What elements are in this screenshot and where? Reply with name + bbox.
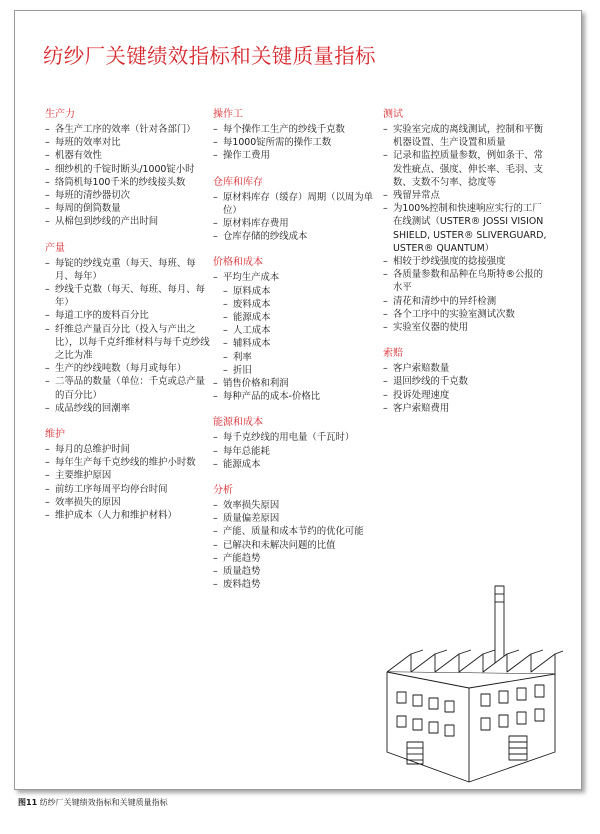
list-item: – 客户索赔费用 xyxy=(383,402,551,415)
list-item: – 前纺工序每周平均停台时间 xyxy=(45,483,211,496)
section-energy xyxy=(213,417,373,471)
section-title: 产量 xyxy=(45,242,65,254)
list-item: – 实验室仪器的使用 xyxy=(383,321,551,334)
list-item: – 能源成本 xyxy=(213,458,373,471)
list-item: – 为100%控制和快速响应实行的工厂在线测试（USTER® JOSSI VISION SHIELD, USTER® SLIVERGUARD, USTER® QUANTUM） xyxy=(383,202,551,255)
section-maintenance xyxy=(45,429,211,522)
list-item: – 每1000锭所需的操作工数 xyxy=(213,136,373,149)
section-title: 能源和成本 xyxy=(213,417,263,429)
list-item: – 成品纱线的回潮率 xyxy=(45,402,211,415)
section-title: 索赔 xyxy=(383,348,403,360)
list-item: – 操作工费用 xyxy=(213,149,373,162)
document-page xyxy=(14,10,582,790)
list-item: – 每月的总维护时间 xyxy=(45,443,211,456)
item-list xyxy=(213,271,373,403)
list-item: – 销售价格和利润 xyxy=(213,377,373,390)
list-item: – 废料趋势 xyxy=(213,578,373,591)
list-item: – 质量偏差原因 xyxy=(213,512,373,525)
list-item: – 仓库存储的纱线成本 xyxy=(213,230,373,243)
list-item: – 纤维总产量百分比（投入与产出之比），以每千克纤维材料与每千克纱线之比为准 xyxy=(45,323,211,363)
list-item: – 主要维护原因 xyxy=(45,469,211,482)
section-warehouse xyxy=(213,177,373,244)
factory-icon xyxy=(377,576,563,788)
list-item: – 利率 xyxy=(213,351,373,364)
list-item: – 机器有效性 xyxy=(45,149,211,162)
list-item: – 退回纱线的千克数 xyxy=(383,375,551,388)
list-item: – 原材料库存（缓存）周期（以周为单位） xyxy=(213,191,373,217)
item-list xyxy=(383,362,551,415)
list-item: – 络筒机每100千米的纱线接头数 xyxy=(45,176,211,189)
list-item: – 纱线千克数（每天、每班、每月、每年） xyxy=(45,283,211,309)
item-list xyxy=(213,191,373,244)
section-operators xyxy=(213,109,373,163)
list-item: – 效率损失的原因 xyxy=(45,496,211,509)
list-item: – 质量趋势 xyxy=(213,565,373,578)
list-item: – 辅料成本 xyxy=(213,337,373,350)
list-item: – 能源成本 xyxy=(213,311,373,324)
list-item: – 残留异常点 xyxy=(383,189,551,202)
figure-number: 图11 xyxy=(18,798,38,807)
list-item: – 每锭的纱线克重（每天、每班、每月、每年） xyxy=(45,257,211,283)
list-item: – 每道工序的废料百分比 xyxy=(45,309,211,322)
item-list xyxy=(45,257,211,415)
section-title: 分析 xyxy=(213,485,233,497)
list-item: – 已解决和未解决问题的比值 xyxy=(213,539,373,552)
list-item: – 废料成本 xyxy=(213,298,373,311)
section-title: 仓库和库存 xyxy=(213,176,263,188)
list-item: – 细纱机的千锭时断头/1000锭小时 xyxy=(45,163,211,176)
list-item: – 各个工序中的实验室测试次数 xyxy=(383,308,551,321)
list-item: – 记录和监控质量参数，例如条干、常发性疵点、强度、伸长率、毛羽、支数、支数不匀率、捻度等 xyxy=(383,149,551,189)
list-item: – 效率损失原因 xyxy=(213,499,373,512)
section-title: 操作工 xyxy=(213,109,243,120)
section-testing xyxy=(383,109,551,334)
list-item: – 原料成本 xyxy=(213,285,373,298)
list-item: – 每班的效率对比 xyxy=(45,136,211,149)
list-item: – 各质量参数和品种在乌斯特®公报的水平 xyxy=(383,268,551,294)
list-item: – 每年生产每千克纱线的维护小时数 xyxy=(45,456,211,469)
list-item: – 维护成本（人力和维护材料） xyxy=(45,509,211,522)
section-cost xyxy=(213,257,373,403)
list-item: – 每种产品的成本-价格比 xyxy=(213,390,373,403)
column-left xyxy=(45,109,211,536)
list-item: – 每千克纱线的用电量（千瓦时） xyxy=(213,431,373,444)
list-item: – 客户索赔数量 xyxy=(383,362,551,375)
item-list xyxy=(213,123,373,163)
item-list xyxy=(45,443,211,522)
column-middle xyxy=(213,109,373,605)
section-title: 测试 xyxy=(383,109,403,120)
item-list xyxy=(383,123,551,334)
figure-caption xyxy=(18,797,168,808)
item-list xyxy=(45,123,211,229)
list-item: – 实验室完成的离线测试，控制和平衡机器设置、生产设置和质量 xyxy=(383,123,551,149)
item-list xyxy=(213,431,373,471)
section-title: 价格和成本 xyxy=(213,257,263,269)
list-item: – 每班的清纱器切次 xyxy=(45,189,211,202)
list-item: – 清花和清纱中的异纤检测 xyxy=(383,295,551,308)
list-item: – 投诉处理速度 xyxy=(383,389,551,402)
item-list xyxy=(213,499,373,591)
section-title: 生产力 xyxy=(45,109,75,120)
figure-caption-text: 纺纱厂关键绩效指标和关键质量指标 xyxy=(39,798,168,807)
page-title: 纺纱厂关键绩效指标和关键质量指标 xyxy=(43,44,376,68)
list-item: – 折旧 xyxy=(213,364,373,377)
list-item: – 平均生产成本 xyxy=(213,271,373,284)
list-item: – 二等品的数量（单位：千克或总产量的百分比） xyxy=(45,375,211,401)
list-item: – 从棉包到纱线的产出时间 xyxy=(45,215,211,228)
list-item: – 产能趋势 xyxy=(213,552,373,565)
column-right xyxy=(383,109,551,429)
section-production xyxy=(45,109,211,229)
list-item: – 各生产工序的效率（针对各部门） xyxy=(45,123,211,136)
list-item: – 原材料库存费用 xyxy=(213,217,373,230)
list-item: – 人工成本 xyxy=(213,324,373,337)
list-item: – 相较于纱线强度的捻接强度 xyxy=(383,255,551,268)
list-item: – 每年总能耗 xyxy=(213,445,373,458)
list-item: – 生产的纱线吨数（每月或每年） xyxy=(45,362,211,375)
list-item: – 每周的倒筒数量 xyxy=(45,202,211,215)
list-item: – 每个操作工生产的纱线千克数 xyxy=(213,123,373,136)
section-analysis xyxy=(213,485,373,591)
section-title: 维护 xyxy=(45,429,65,441)
list-item: – 产能、质量和成本节约的优化可能 xyxy=(213,525,373,538)
section-output xyxy=(45,243,211,415)
section-customers xyxy=(383,348,551,415)
